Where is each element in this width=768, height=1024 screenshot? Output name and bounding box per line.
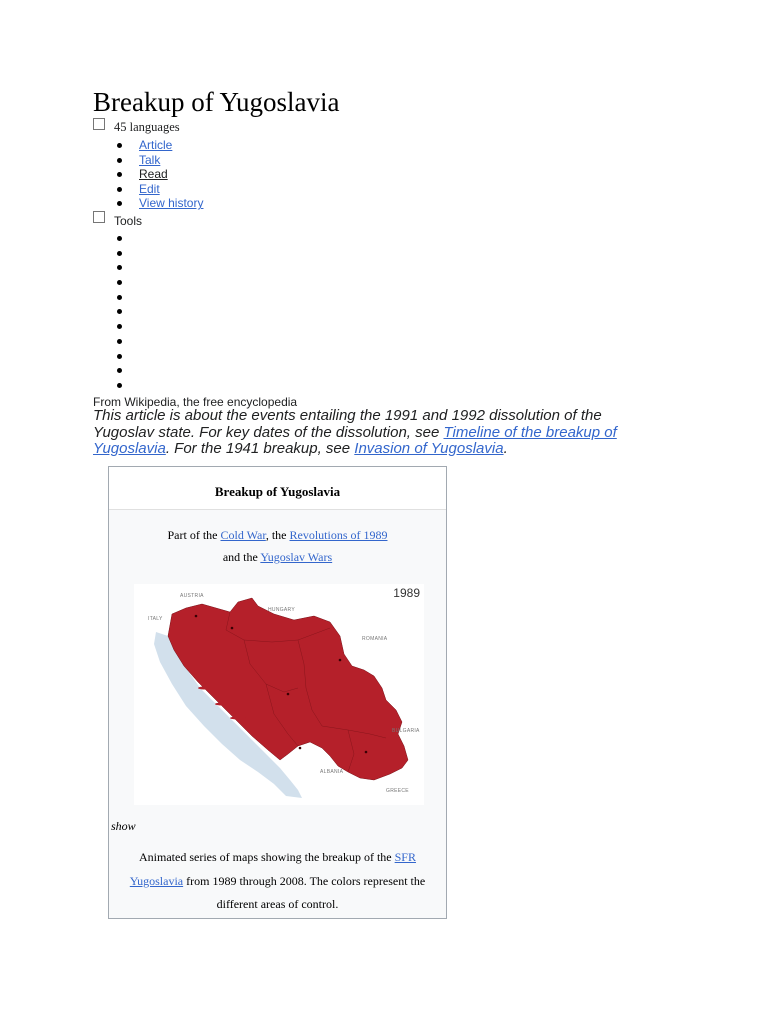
page-title: Breakup of Yugoslavia [93, 87, 340, 117]
capital-marker [231, 627, 234, 630]
invasion-link[interactable]: Invasion of Yugoslavia [354, 440, 504, 457]
sfr-yugoslavia-link[interactable]: SFR Yugoslavia [129, 850, 416, 888]
tools-checkbox[interactable] [93, 211, 105, 223]
map-year-label: 1989 [393, 586, 420, 600]
capital-marker [287, 693, 290, 696]
breakup-map[interactable] [134, 584, 424, 805]
timeline-link[interactable]: Timeline of the breakup of Yugoslavia [93, 423, 617, 457]
label-albania: ALBANIA [320, 769, 344, 775]
caption-suffix: from 1989 through 2008. The colors represent the different areas of control. [183, 873, 426, 911]
tab-view-history[interactable] [139, 196, 203, 211]
view-tabs [139, 167, 203, 211]
map-caption [117, 846, 438, 917]
show-toggle[interactable]: show [111, 819, 136, 833]
tab-edit-link[interactable]: Edit [139, 181, 160, 196]
tab-read[interactable] [139, 167, 203, 182]
tab-view-history-link[interactable]: View history [139, 196, 204, 211]
hatnote [93, 408, 653, 458]
tab-article[interactable] [139, 138, 172, 153]
infobox [108, 466, 447, 919]
yugoslav-wars-link[interactable]: Yugoslav Wars [260, 550, 333, 564]
tab-read-link[interactable]: Read [139, 167, 168, 181]
languages-toggle[interactable] [93, 120, 180, 135]
label-bulgaria: BULGARIA [392, 728, 420, 734]
label-italy: ITALY [148, 616, 163, 622]
label-hungary: HUNGARY [268, 607, 296, 613]
tab-talk[interactable] [139, 153, 172, 168]
tab-edit[interactable] [139, 182, 203, 197]
tools-toggle[interactable] [93, 214, 142, 228]
tools-label: Tools [114, 214, 143, 228]
capital-marker [195, 615, 198, 618]
namespace-tabs [139, 138, 172, 167]
part-of-sep-1: , the [265, 528, 290, 542]
island [198, 687, 210, 690]
tab-talk-link[interactable]: Talk [139, 152, 161, 167]
infobox-part-of [159, 524, 396, 568]
part-of-sep-2: and the [222, 550, 261, 564]
languages-checkbox[interactable] [93, 118, 105, 130]
map-graphic [134, 584, 424, 805]
island [230, 717, 246, 720]
hatnote-text-1: This article is about the events entailing the 1991 and 1992 dissolution of the Yugoslav state. For key dates of the dissolution, see [93, 407, 602, 441]
label-romania: ROMANIA [362, 636, 388, 642]
hatnote-text-3: . [503, 440, 508, 457]
island [215, 703, 229, 706]
capital-marker [365, 751, 368, 754]
island [246, 729, 258, 732]
capital-marker [339, 659, 342, 662]
capital-marker [299, 747, 302, 750]
hatnote-text-2: . For the 1941 breakup, see [165, 440, 355, 457]
revolutions-1989-link[interactable]: Revolutions of 1989 [289, 528, 388, 542]
site-tagline: From Wikipedia, the free encyclopedia [93, 395, 298, 409]
tab-article-link[interactable]: Article [139, 138, 173, 152]
part-of-prefix: Part of the [167, 528, 221, 542]
languages-label: 45 languages [114, 120, 180, 134]
label-greece: GREECE [386, 788, 409, 794]
label-austria: AUSTRIA [180, 593, 204, 599]
caption-prefix: Animated series of maps showing the breakup of the [139, 850, 395, 864]
infobox-title: Breakup of Yugoslavia [214, 484, 341, 499]
cold-war-link[interactable]: Cold War [220, 528, 266, 542]
infobox-header [109, 467, 446, 510]
